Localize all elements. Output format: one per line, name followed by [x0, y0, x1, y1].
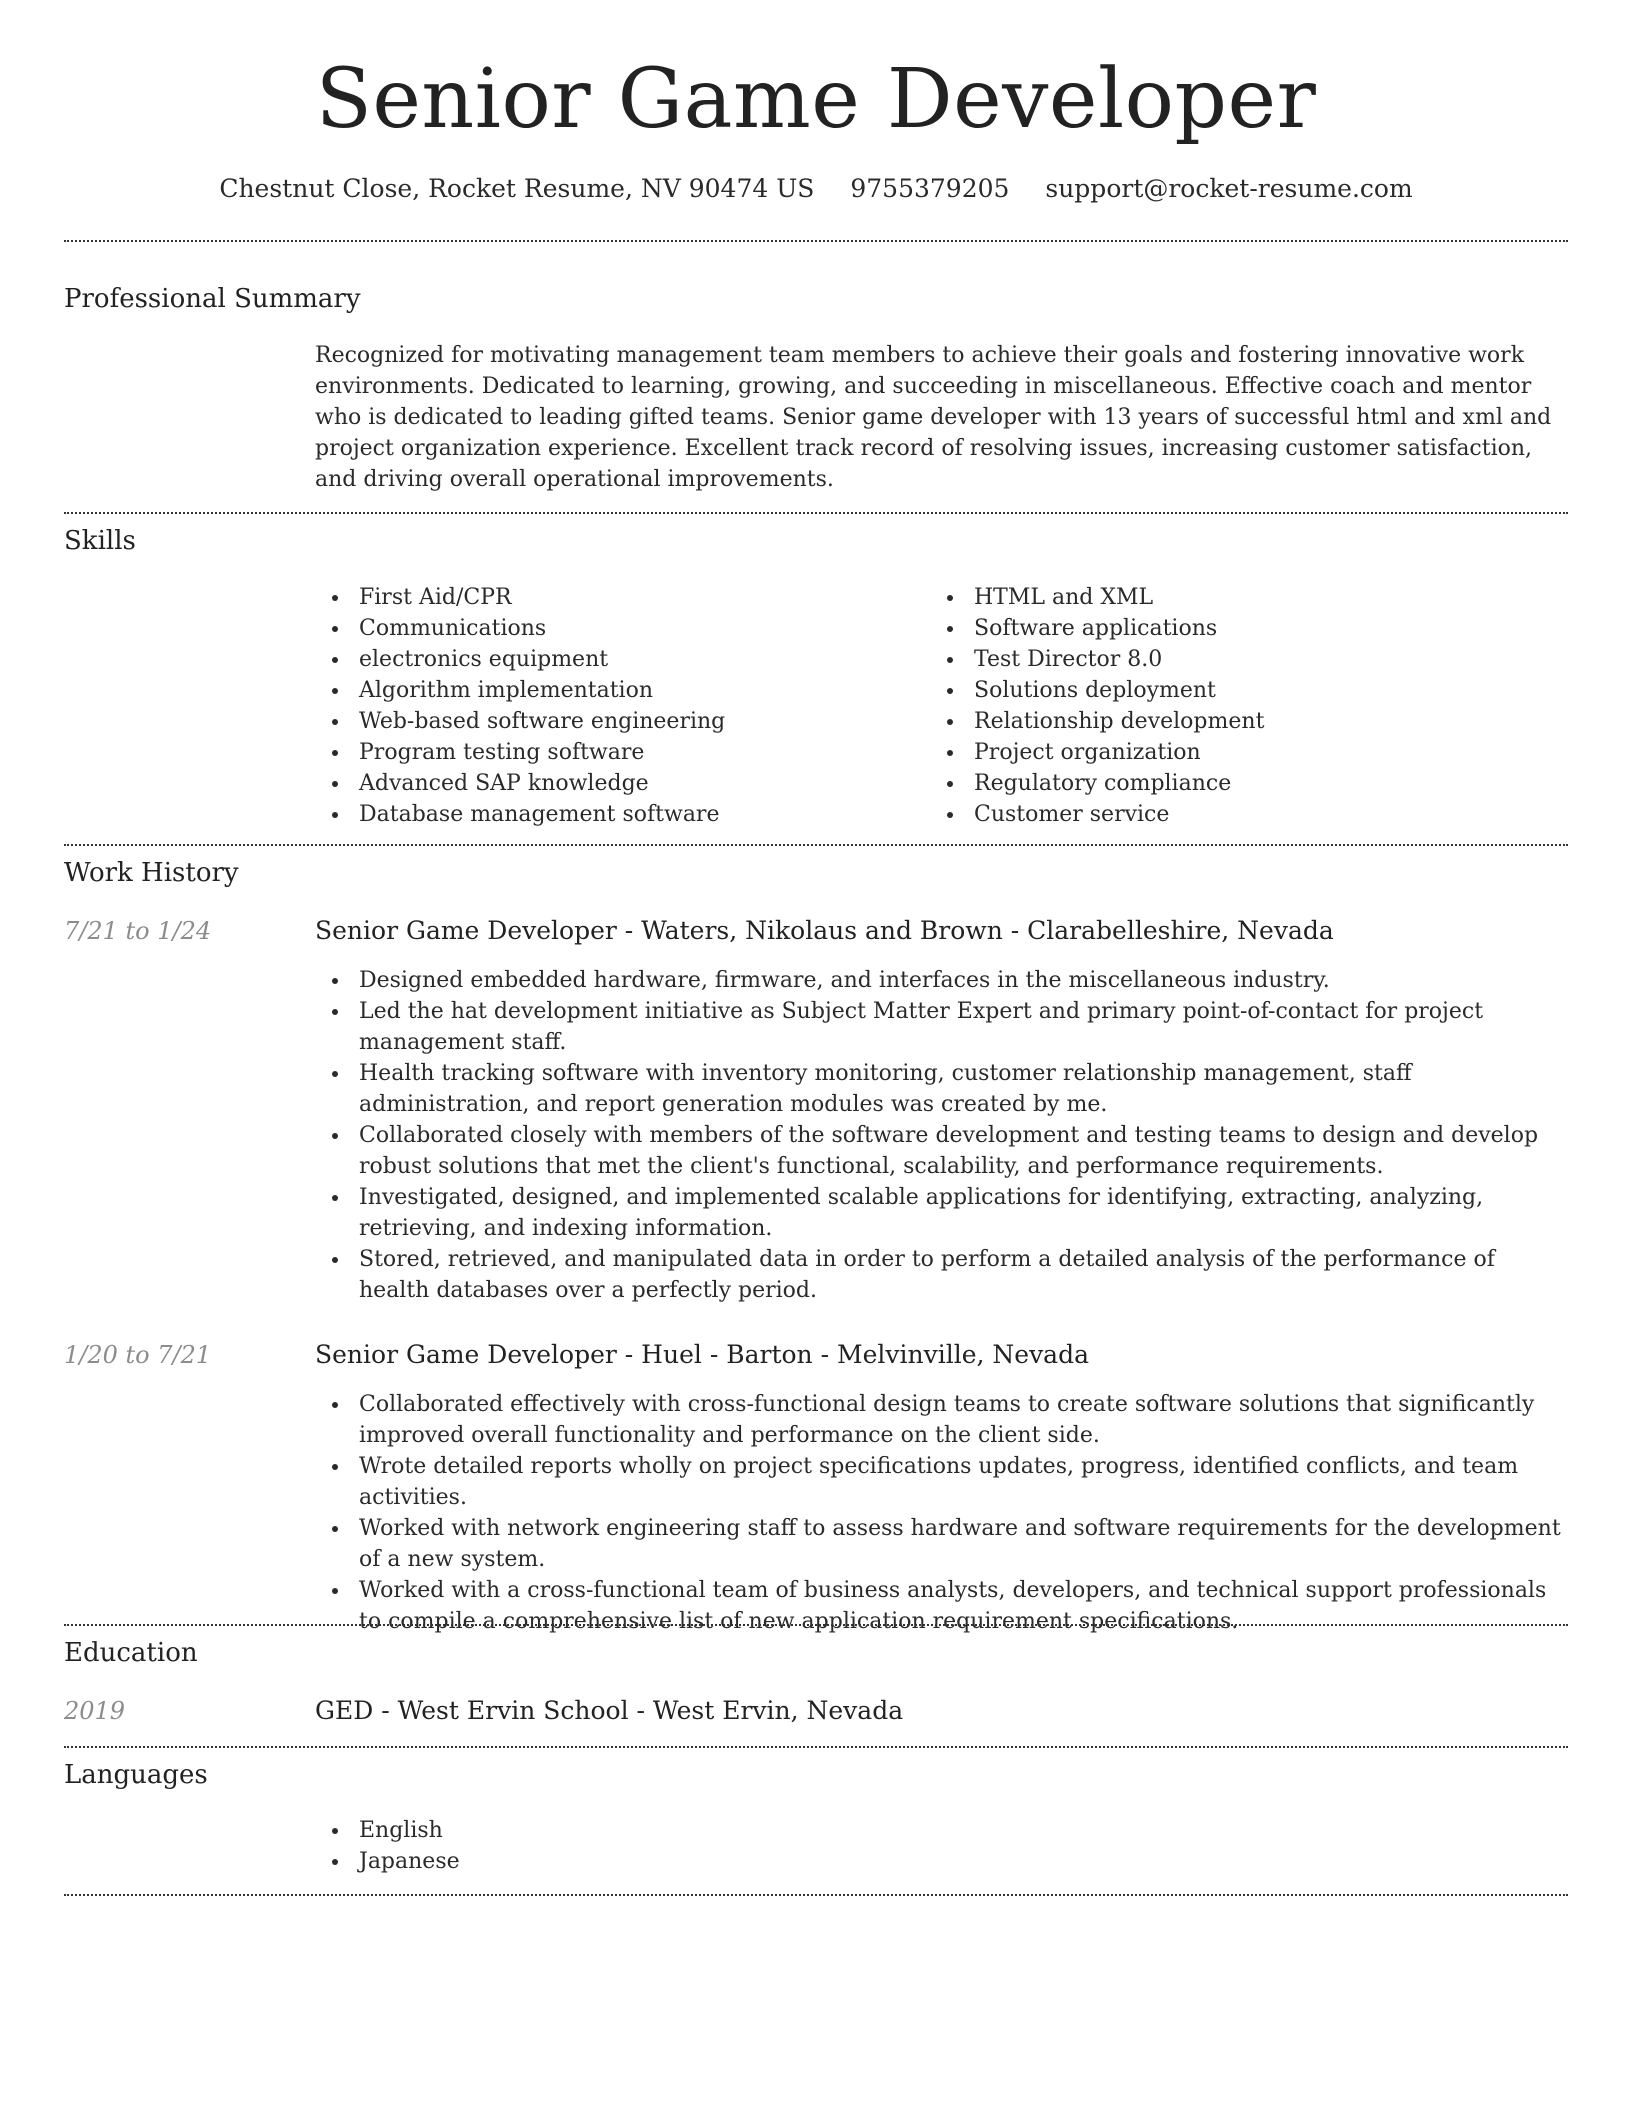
summary-heading: Professional Summary	[64, 284, 361, 314]
list-item: Investigated, designed, and implemented scalable applications for identifying, extracting, analyzing, retrieving, and indexing information.	[315, 1182, 1570, 1244]
contact-phone: 9755379205	[850, 174, 1010, 203]
list-item: electronics equipment	[315, 644, 915, 675]
job-dates: 7/21 to 1/24	[64, 917, 212, 945]
languages-list	[315, 1815, 915, 1877]
list-item: Project organization	[930, 737, 1550, 768]
list-item: Stored, retrieved, and manipulated data in order to perform a detailed analysis of the performance of health databases over a perfectly period.	[315, 1244, 1570, 1306]
job-dates: 1/20 to 7/21	[64, 1341, 212, 1369]
job-bullets	[315, 965, 1570, 1306]
education-entry: GED - West Ervin School - West Ervin, Nevada	[315, 1696, 904, 1725]
job-title: Senior Game Developer - Huel - Barton - Melvinville, Nevada	[315, 1340, 1089, 1369]
list-item: Led the hat development initiative as Subject Matter Expert and primary point-of-contact for project management staff.	[315, 996, 1570, 1058]
languages-heading: Languages	[64, 1760, 208, 1790]
resume-name: Senior Game Developer	[315, 52, 1317, 147]
list-item: Software applications	[930, 613, 1550, 644]
section-divider	[64, 1894, 1568, 1896]
list-item: HTML and XML	[930, 582, 1550, 613]
list-item: Relationship development	[930, 706, 1550, 737]
contact-email: support@rocket-resume.com	[1045, 174, 1413, 203]
skills-list-right	[930, 582, 1550, 830]
list-item: Database management software	[315, 799, 915, 830]
work-heading: Work History	[64, 858, 239, 888]
list-item: Advanced SAP knowledge	[315, 768, 915, 799]
list-item: Customer service	[930, 799, 1550, 830]
job-bullets	[315, 1389, 1570, 1637]
list-item: Wrote detailed reports wholly on project specifications updates, progress, identified conflicts, and team activities.	[315, 1451, 1570, 1513]
list-item: Collaborated closely with members of the software development and testing teams to design and develop robust solutions that met the client's functional, scalability, and performance requirements.	[315, 1120, 1570, 1182]
list-item: Health tracking software with inventory monitoring, customer relationship management, staff administration, and report generation modules was created by me.	[315, 1058, 1570, 1120]
list-item: Test Director 8.0	[930, 644, 1550, 675]
list-item: Worked with a cross-functional team of business analysts, developers, and technical support professionals to compile a comprehensive list of new application requirement specifications.	[315, 1575, 1570, 1637]
list-item: Web-based software engineering	[315, 706, 915, 737]
section-divider	[64, 240, 1568, 242]
contact-address: Chestnut Close, Rocket Resume, NV 90474 US	[219, 174, 815, 203]
list-item: Communications	[315, 613, 915, 644]
list-item: First Aid/CPR	[315, 582, 915, 613]
list-item: Collaborated effectively with cross-functional design teams to create software solutions that significantly improved overall functionality and performance on the client side.	[315, 1389, 1570, 1451]
section-divider	[64, 844, 1568, 846]
job-title: Senior Game Developer - Waters, Nikolaus and Brown - Clarabelleshire, Nevada	[315, 916, 1334, 945]
list-item: Algorithm implementation	[315, 675, 915, 706]
summary-text: Recognized for motivating management team members to achieve their goals and fostering innovative work environments. Dedicated to learning, growing, and succeeding in miscellaneous. Effective coach and mentor who is dedicated to leading gifted teams. Senior game developer with 13 years of successful html and xml and project organization experience. Excellent track record of resolving issues, increasing customer satisfaction, and driving overall operational improvements.	[315, 343, 1552, 492]
skills-heading: Skills	[64, 526, 136, 556]
list-item: Regulatory compliance	[930, 768, 1550, 799]
skills-list-left	[315, 582, 915, 830]
section-divider	[64, 512, 1568, 514]
list-item: Solutions deployment	[930, 675, 1550, 706]
list-item: English	[315, 1815, 915, 1846]
list-item: Worked with network engineering staff to assess hardware and software requirements for the development of a new system.	[315, 1513, 1570, 1575]
list-item: Designed embedded hardware, firmware, and interfaces in the miscellaneous industry.	[315, 965, 1570, 996]
education-heading: Education	[64, 1638, 198, 1668]
list-item: Program testing software	[315, 737, 915, 768]
section-divider	[64, 1624, 1568, 1626]
list-item: Japanese	[315, 1846, 915, 1877]
education-date: 2019	[64, 1697, 126, 1725]
section-divider	[64, 1746, 1568, 1748]
contact-line	[0, 172, 1632, 206]
